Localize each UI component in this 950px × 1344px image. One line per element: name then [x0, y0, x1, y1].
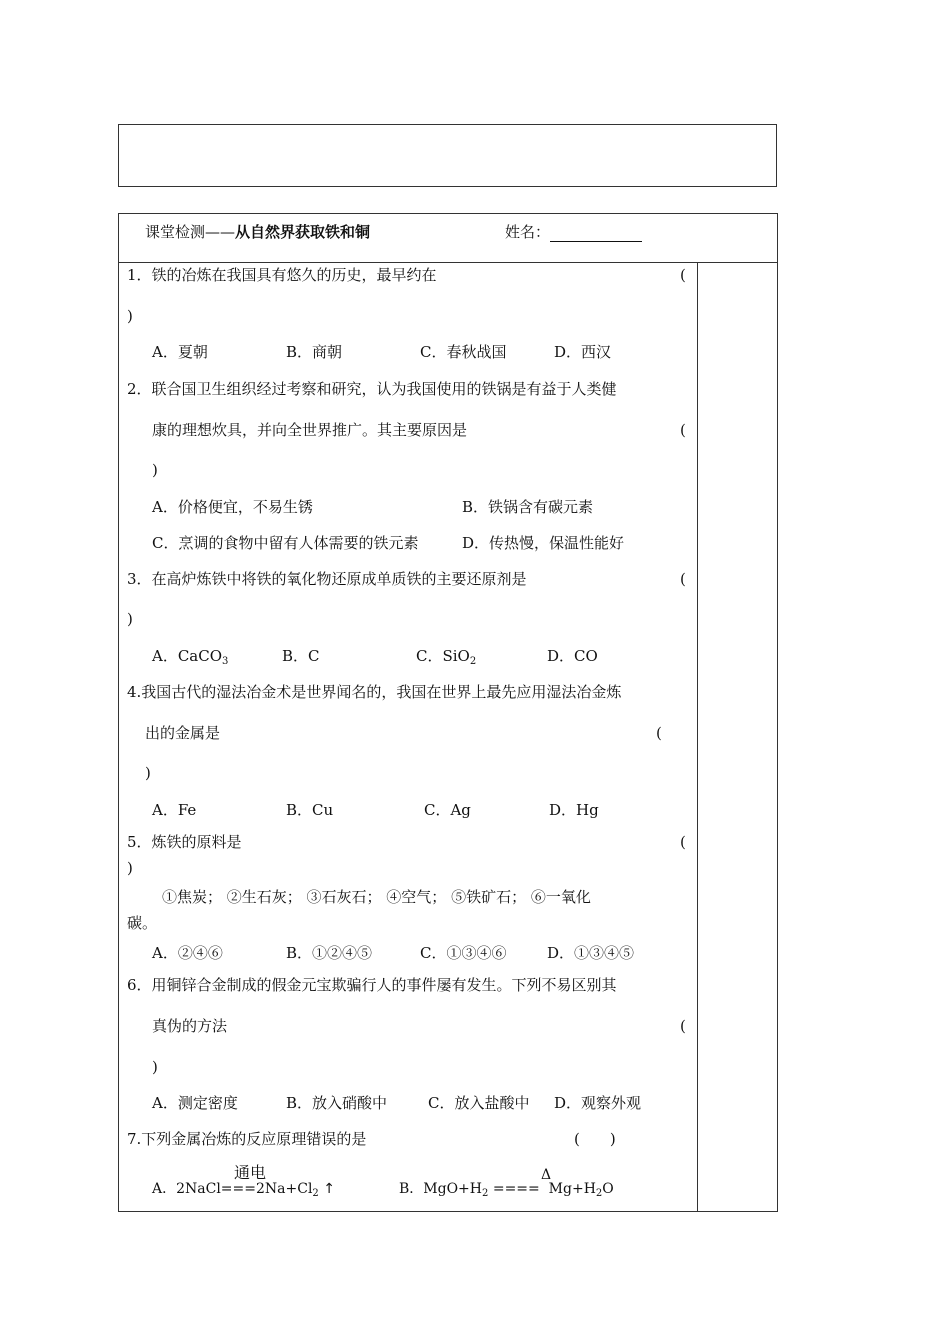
q3-option-b: B．C — [282, 647, 320, 665]
q4-option-a: A．Fe — [152, 801, 197, 819]
q2-text-line2: 康的理想炊具，并向全世界推广。其主要原因是 — [152, 421, 468, 439]
q6-option-a: A．测定密度 — [152, 1094, 238, 1112]
q5-option-b: B．①②④⑤ — [286, 944, 373, 962]
header-title: 从自然界获取铁和铜 — [235, 223, 371, 241]
q4-option-c: C．Ag — [424, 801, 471, 819]
q5-text: 5．炼铁的原料是 — [127, 833, 242, 851]
q7-option-b-condition: Δ — [541, 1167, 552, 1183]
q2-option-b: B．铁锅含有碳元素 — [462, 498, 594, 516]
q5-paren-close: ) — [127, 859, 133, 877]
q3-option-a: A．CaCO$_3$ — [152, 647, 229, 667]
q1-option-a: A．夏朝 — [152, 343, 208, 361]
q1-paren-open: ( — [680, 266, 686, 284]
q4-option-d: D．Hg — [549, 801, 599, 819]
q6-option-b: B．放入硝酸中 — [286, 1094, 388, 1112]
q5-option-a: A．②④⑥ — [152, 944, 223, 962]
q4-paren-close: ) — [145, 764, 151, 782]
q3-option-d: D．CO — [547, 647, 598, 665]
q5-materials: ①焦炭； ②生石灰； ③石灰石； ④空气； ⑤铁矿石； ⑥一氧化 — [162, 888, 591, 906]
quiz-header — [145, 222, 370, 242]
q7-text: 7.下列金属冶炼的反应原理错误的是 — [127, 1130, 367, 1148]
q6-option-d: D．观察外观 — [554, 1094, 642, 1112]
q1-option-c: C．春秋战国 — [420, 343, 507, 361]
name-field — [505, 222, 642, 242]
q7-paren: ( ) — [574, 1130, 616, 1148]
q5-option-c: C．①③④⑥ — [420, 944, 507, 962]
q5-materials-cont: 碳。 — [127, 914, 158, 932]
q4-option-b: B．Cu — [286, 801, 334, 819]
top-empty-box — [118, 124, 777, 187]
q3-text: 3．在高炉炼铁中将铁的氧化物还原成单质铁的主要还原剂是 — [127, 570, 527, 588]
header-divider — [119, 262, 777, 263]
q4-text-line1: 4.我国古代的湿法冶金术是世界闻名的，我国在世界上最先应用湿法冶金炼 — [127, 683, 622, 701]
q3-option-c: C．SiO$_2$ — [416, 647, 477, 667]
q5-option-d: D．①③④⑤ — [547, 944, 635, 962]
q1-option-d: D．西汉 — [554, 343, 612, 361]
q6-paren-close: ) — [152, 1058, 158, 1076]
gas-arrow-icon: ↑ — [323, 1181, 335, 1197]
q1-paren-close: ) — [127, 307, 133, 325]
q5-paren-open: ( — [680, 833, 686, 851]
q2-option-a: A．价格便宜，不易生锈 — [152, 498, 313, 516]
q6-text-line1: 6．用铜锌合金制成的假金元宝欺骗行人的事件屡有发生。下列不易区别其 — [127, 976, 617, 994]
q3-paren-open: ( — [680, 570, 686, 588]
q1-option-b: B．商朝 — [286, 343, 343, 361]
name-blank[interactable] — [550, 225, 642, 242]
q3-paren-close: ) — [127, 610, 133, 628]
q2-option-c: C．烹调的食物中留有人体需要的铁元素 — [152, 534, 419, 552]
q7-option-a: A．$2NaCl===2Na+Cl_2$ ↑ — [152, 1181, 335, 1199]
q6-paren-open: ( — [680, 1017, 686, 1035]
q2-option-d: D．传热慢，保温性能好 — [462, 534, 625, 552]
q2-paren-close: ) — [152, 461, 158, 479]
q6-text-line2: 真伪的方法 — [152, 1017, 228, 1035]
column-divider — [697, 262, 698, 1211]
q2-text-line1: 2．联合国卫生组织经过考察和研究，认为我国使用的铁锅是有益于人类健 — [127, 380, 617, 398]
q1-text: 1．铁的冶炼在我国具有悠久的历史，最早约在 — [127, 266, 437, 284]
q6-option-c: C．放入盐酸中 — [428, 1094, 530, 1112]
q4-text-line2: 出的金属是 — [145, 724, 221, 742]
q7-option-b: B．$MgO+H_2$ ==== $Mg+H_2O$ — [399, 1181, 614, 1199]
q7-option-a-condition: 通电 — [234, 1163, 267, 1182]
q4-paren-open: ( — [656, 724, 662, 742]
quiz-table — [118, 213, 778, 1212]
q2-paren-open: ( — [680, 421, 686, 439]
name-label: 姓名： — [505, 223, 551, 241]
header-prefix: 课堂检测—— — [145, 223, 236, 241]
